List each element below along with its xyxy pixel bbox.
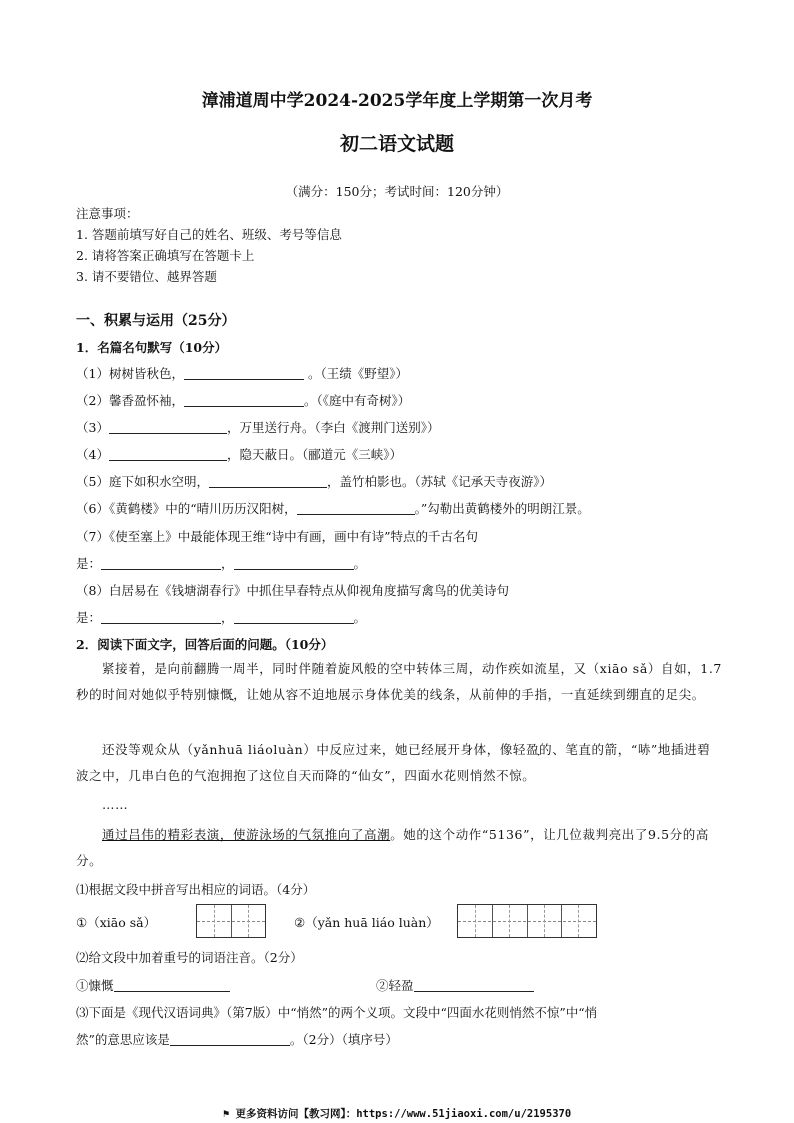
answer-blank[interactable] — [184, 394, 304, 407]
q1-line-7: （7）《使至塞上》中最能体现王维“诗中有画，画中有诗”特点的千古名句 — [76, 529, 478, 544]
answer-blank[interactable] — [234, 557, 354, 570]
answer-grid-b[interactable] — [457, 904, 597, 938]
answer-blank[interactable] — [297, 502, 415, 515]
emphasis-word: 轻盈 — [512, 742, 540, 757]
notes-item: 2. 请将答案正确填写在答题卡上 — [76, 248, 255, 263]
q1-line-text: （6）《黄鹤楼》中的“晴川历历汉阳树， — [76, 501, 297, 516]
q1-line-1 — [76, 364, 408, 382]
q1-line-2 — [76, 391, 410, 409]
sub2-label: ②轻盈 — [376, 978, 414, 993]
sub-question-1-title: ⑴根据文段中拼音写出相应的词语。（4分） — [76, 882, 316, 897]
answer-blank[interactable] — [234, 611, 354, 624]
q1-line-4 — [76, 445, 402, 463]
grid-cell-divider — [492, 905, 493, 937]
passage-text: 还没等观众从（yǎnhuā liáoluàn）中反应过来，她已经展开身体，像 — [102, 742, 513, 757]
q1-line-text: 。 — [353, 610, 367, 625]
exam-subject-title: 初二语文试题 — [339, 133, 454, 155]
grid-guide — [544, 905, 545, 937]
q1-line-text: ， — [221, 556, 234, 571]
notes-item: 3. 请不要错位、越界答题 — [76, 269, 217, 284]
sub3-text: 然”的意思应该是 — [76, 1032, 170, 1047]
notes-heading: 注意事项： — [76, 206, 139, 221]
footer-link[interactable]: ⚑ 更多资料访问【教习网】：https://www.51jiaoxi.com/u/2195370 — [222, 1108, 572, 1120]
passage-ellipsis: …… — [102, 797, 129, 812]
question-1-title: 1．名篇名句默写（10分） — [76, 340, 228, 355]
answer-grid-a[interactable] — [196, 904, 266, 938]
passage-text: 的、笔直的箭，“哧”地插进碧波之中，几串白色的气泡拥抱了这位自天而降的“仙女”，四面水花则悄然不惊。 — [76, 742, 711, 783]
answer-blank[interactable] — [170, 1033, 290, 1046]
passage-text: 。她的这个动作“5136”，让几位裁判亮出了9.5分的高分。 — [76, 827, 709, 868]
q1-line-6 — [76, 499, 590, 517]
grid-guide — [214, 905, 215, 937]
sub1-label-a: ①（xiāo sǎ） — [76, 915, 157, 930]
sub2-answer-b — [376, 976, 534, 994]
q1-line-text: 是： — [76, 610, 102, 625]
q1-line-8-answer — [76, 608, 366, 626]
notes-item: 1. 答题前填写好自己的姓名、班级、考号等信息 — [76, 227, 342, 242]
section-title: 一、积累与运用（25分） — [76, 313, 236, 329]
sub2-label: ①慷慨 — [76, 978, 114, 993]
q1-line-text: 。（《庭中有奇树》） — [303, 393, 411, 408]
passage-paragraph-2 — [76, 737, 722, 789]
q1-line-text: 。 — [353, 556, 367, 571]
exam-meta: （满分：150分；考试时间：120分钟） — [285, 184, 509, 199]
q1-line-text: 。”勾勒出黄鹤楼外的明朗江景。 — [414, 501, 590, 516]
q1-line-text: ，万里送行舟。（李白《渡荆门送别》） — [226, 420, 440, 435]
grid-guide — [509, 905, 510, 937]
answer-blank[interactable] — [109, 448, 227, 461]
answer-blank[interactable] — [101, 557, 221, 570]
q1-line-text: ， — [221, 610, 234, 625]
passage-text: 紧接着，是向前翻腾一周半，同时伴随着旋风般的空中转体三周，动作疾如流星，又（xiāo sǎ）自如，1.7秒的时间对她似乎特别 — [76, 661, 722, 702]
q1-line-8: （8）白居易在《钱塘湖春行》中抓住早春特点从仰视角度描写禽鸟的优美诗句 — [76, 583, 509, 598]
sub-question-2-title: ⑵给文段中加着重号的词语注音。（2分） — [76, 950, 303, 965]
sub-question-3-line-2 — [76, 1030, 398, 1048]
answer-blank[interactable] — [184, 367, 304, 380]
q1-line-3 — [76, 418, 439, 436]
passage-paragraph-3 — [76, 822, 722, 874]
q1-line-text: （5）庭下如积水空明， — [76, 474, 209, 489]
q1-line-text: （4） — [76, 447, 109, 462]
sub2-answer-a — [76, 976, 230, 994]
grid-guide — [248, 905, 249, 937]
q1-line-5 — [76, 472, 552, 490]
grid-guide — [475, 905, 476, 937]
grid-guide — [578, 905, 579, 937]
q1-line-text: ，盖竹柏影也。（苏轼《记承天寺夜游》） — [326, 474, 552, 489]
sub3-text: 。（2分）（填序号） — [289, 1032, 398, 1047]
emphasis-word: 慷慨 — [207, 687, 234, 702]
grid-cell-divider — [527, 905, 528, 937]
underlined-sentence: 通过吕伟的精彩表演，使游泳场的气氛推向了高潮 — [102, 827, 391, 842]
answer-blank[interactable] — [209, 475, 327, 488]
grid-cell-divider — [231, 905, 232, 937]
answer-blank[interactable] — [414, 979, 534, 992]
grid-cell-divider — [561, 905, 562, 937]
q1-line-text: （1）树树皆秋色， — [76, 366, 184, 381]
q1-line-text: 。（王绩《野望》） — [307, 366, 408, 381]
answer-blank[interactable] — [114, 979, 230, 992]
q1-line-7-answer — [76, 554, 366, 572]
q1-line-text: （2）馨香盈怀袖， — [76, 393, 184, 408]
q1-line-text: （3） — [76, 420, 109, 435]
sub-question-3-line-1: ⑶下面是《现代汉语词典》（第7版）中“悄然”的两个义项。文段中“四面水花则悄然不惊”中“悄 — [76, 1005, 598, 1020]
passage-text: ，让她从容不迫地展示身体优美的线条，从前伸的手指，一直延续到绷直的足尖。 — [233, 687, 705, 702]
exam-school-title: 漳浦道周中学2024-2025学年度上学期第一次月考 — [201, 91, 593, 111]
answer-blank[interactable] — [109, 421, 227, 434]
q1-line-text: 是： — [76, 556, 102, 571]
passage-paragraph-1 — [76, 656, 722, 708]
notes-block — [76, 203, 342, 287]
question-2-title: 2．阅读下面文字，回答后面的问题。（10分） — [76, 637, 334, 652]
q1-line-text: ，隐天蔽日。（郦道元《三峡》） — [226, 447, 402, 462]
sub1-label-b: ②（yǎn huā liáo luàn） — [294, 915, 439, 930]
answer-blank[interactable] — [101, 611, 221, 624]
